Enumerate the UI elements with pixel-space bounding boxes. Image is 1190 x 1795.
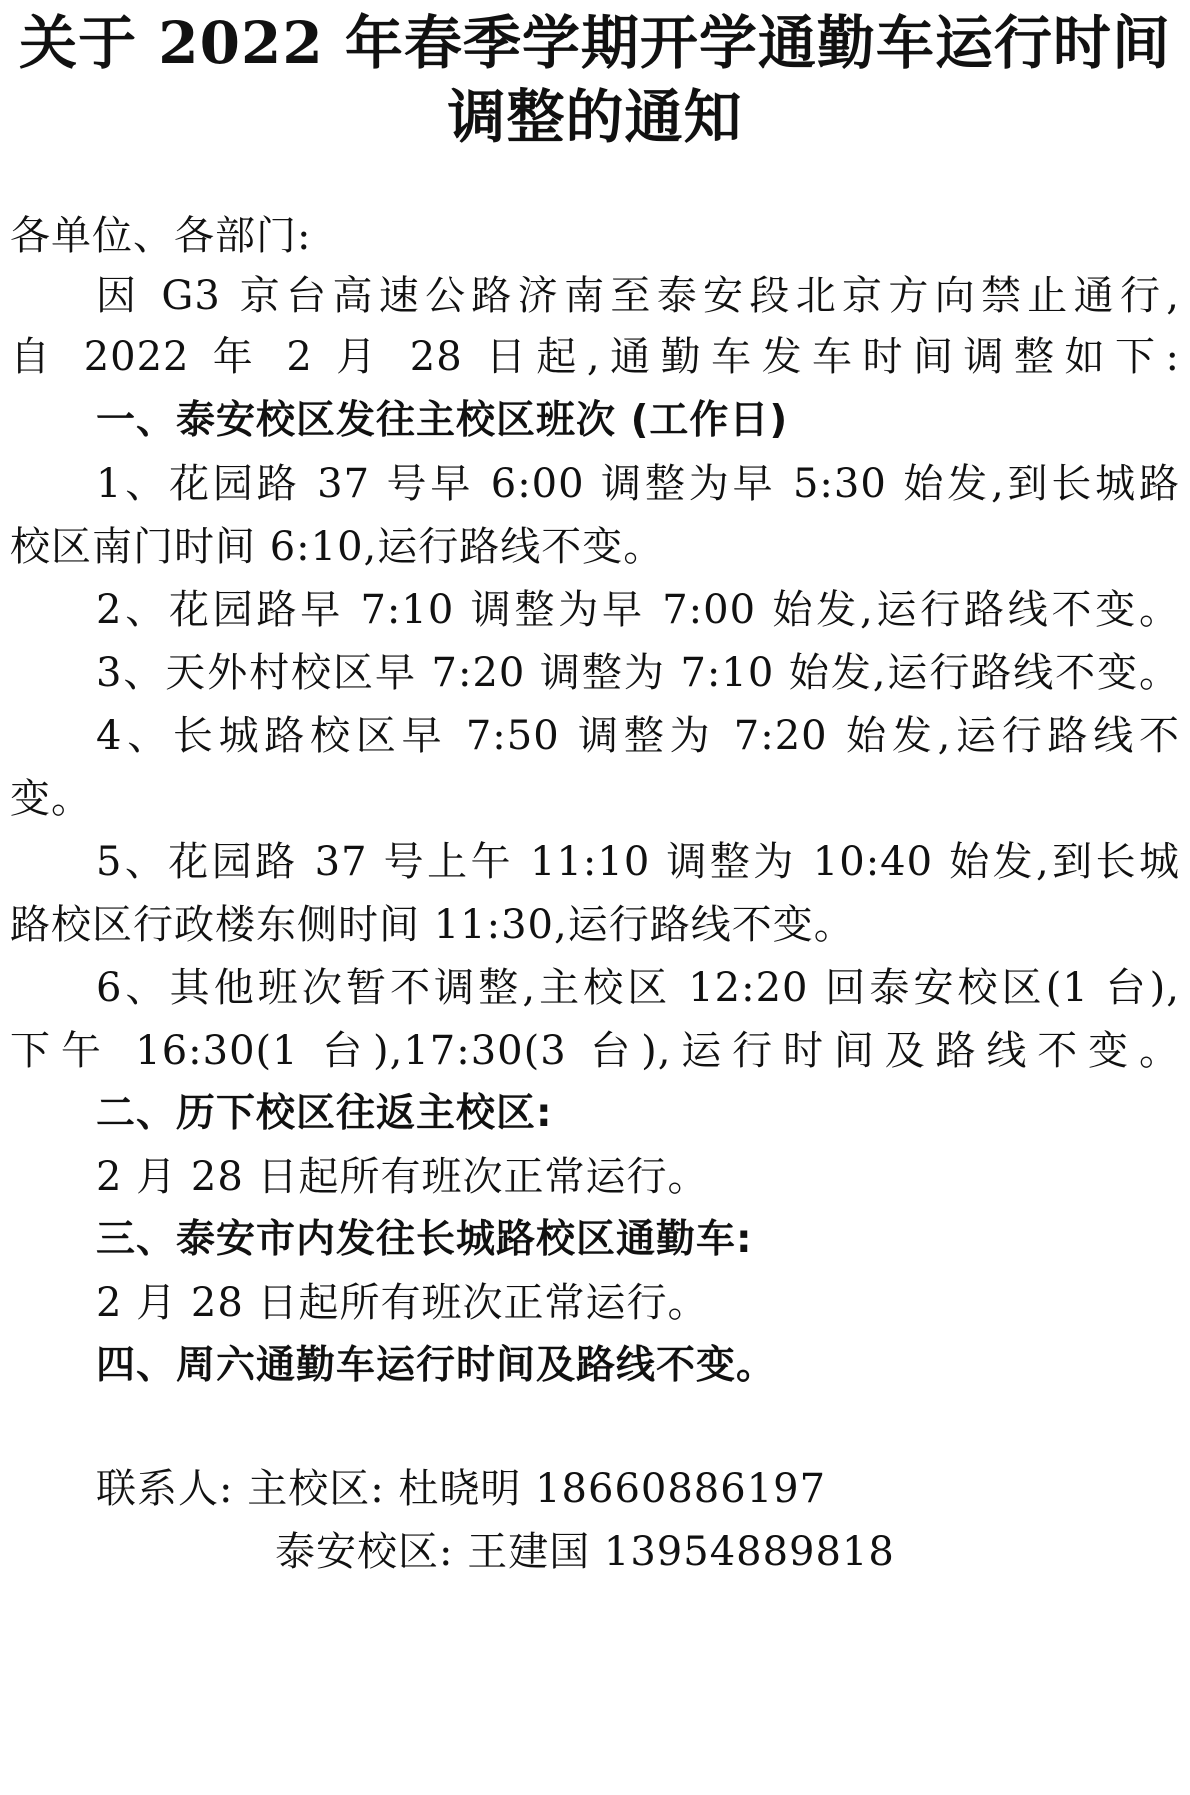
section3-heading: 三、泰安市内发往长城路校区通勤车: <box>96 1217 753 1262</box>
section2-text: 2 月 28 日起所有班次正常运行。 <box>96 1154 709 1200</box>
intro-line2: 自 2022 年 2 月 28 日起,通勤车发车时间调整如下: <box>10 334 1180 380</box>
section1-item6-line2: 下午 16:30(1 台),17:30(3 台),运行时间及路线不变。 <box>10 1028 1180 1074</box>
section1-item4-line1: 4、长城路校区早 7:50 调整为 7:20 始发,运行路线不 <box>96 713 1180 759</box>
contact-line2: 泰安校区: 王建国 13954889818 <box>275 1529 895 1575</box>
section4-heading: 四、周六通勤车运行时间及路线不变。 <box>96 1343 777 1388</box>
section2-heading: 二、历下校区往返主校区: <box>96 1091 553 1136</box>
document-title-line1: 关于 2022 年春季学期开学通勤车运行时间 <box>19 9 1171 77</box>
section1-item2: 2、花园路早 7:10 调整为早 7:00 始发,运行路线不变。 <box>96 587 1180 633</box>
section1-item4-line2: 变。 <box>10 776 92 822</box>
contact-line1: 联系人: 主校区: 杜晓明 18660886197 <box>96 1466 827 1512</box>
document-title-line2: 调整的通知 <box>447 83 743 151</box>
section3-text: 2 月 28 日起所有班次正常运行。 <box>96 1280 709 1326</box>
section1-item3: 3、天外村校区早 7:20 调整为 7:10 始发,运行路线不变。 <box>96 650 1180 696</box>
section1-item6-line1: 6、其他班次暂不调整,主校区 12:20 回泰安校区(1 台), <box>96 965 1180 1011</box>
section1-item5-line2: 路校区行政楼东侧时间 11:30,运行路线不变。 <box>10 902 855 948</box>
salutation: 各单位、各部门: <box>10 213 312 259</box>
intro-line1: 因 G3 京台高速公路济南至泰安段北京方向禁止通行, <box>96 273 1180 319</box>
section1-item1-line2: 校区南门时间 6:10,运行路线不变。 <box>10 524 665 570</box>
section1-item5-line1: 5、花园路 37 号上午 11:10 调整为 10:40 始发,到长城 <box>96 839 1180 885</box>
section1-item1-line1: 1、花园路 37 号早 6:00 调整为早 5:30 始发,到长城路 <box>96 461 1180 507</box>
section1-heading: 一、泰安校区发往主校区班次 (工作日) <box>96 398 789 443</box>
